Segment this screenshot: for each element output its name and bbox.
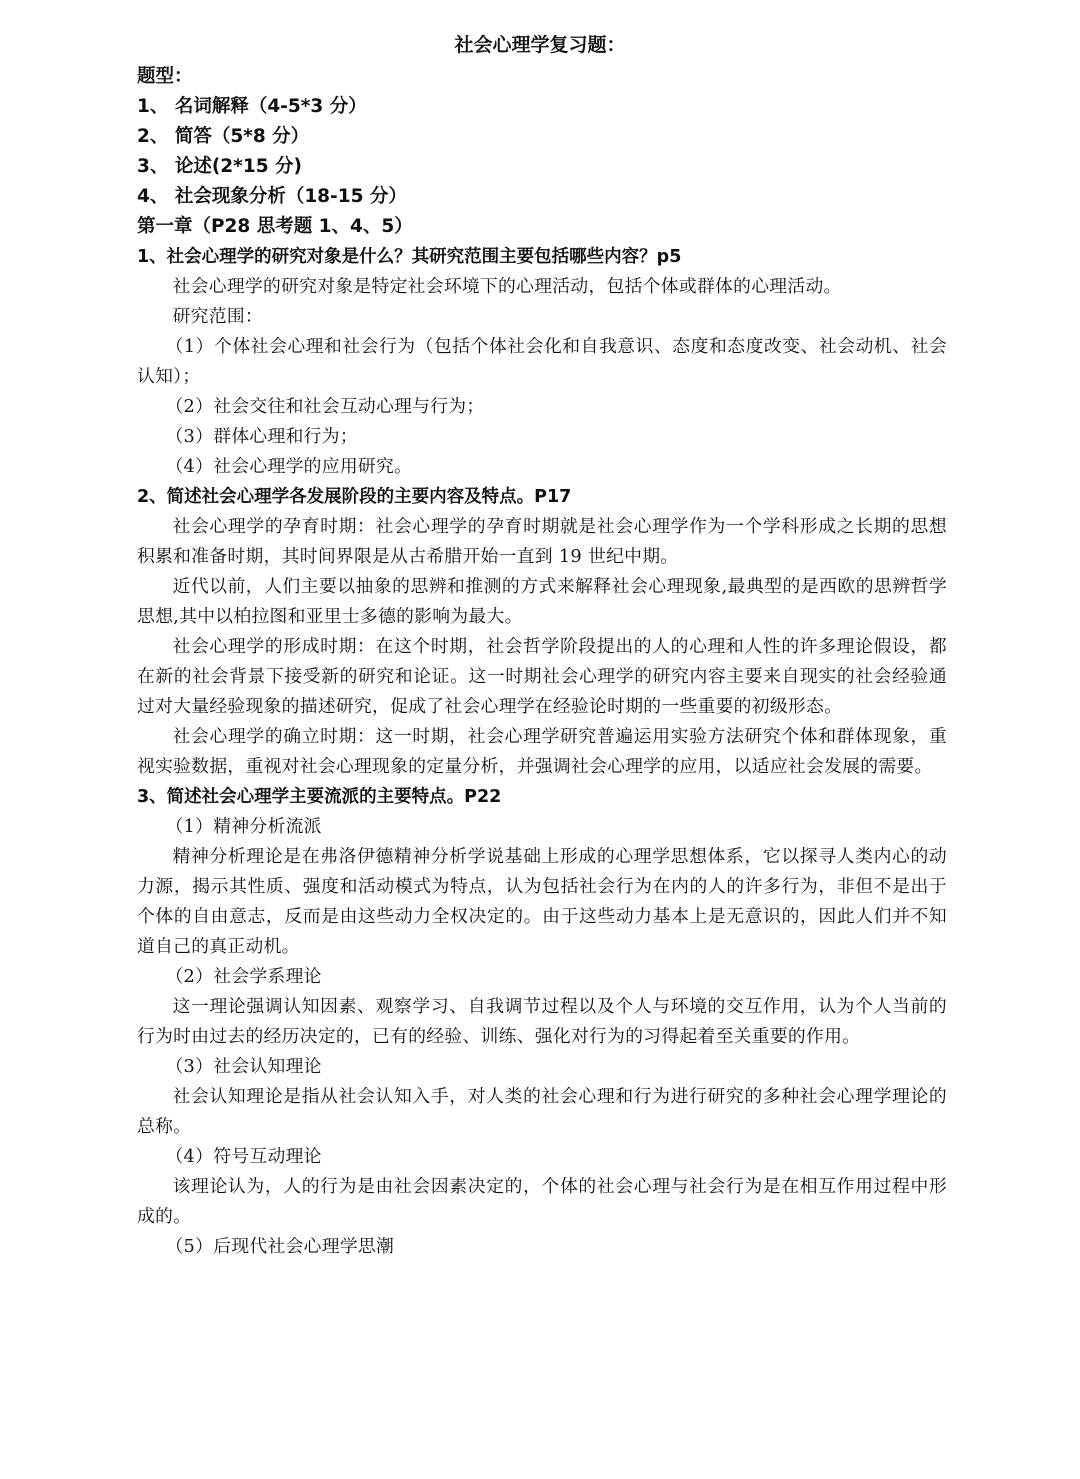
paragraph: 这一理论强调认知因素、观察学习、自我调节过程以及个人与环境的交互作用，认为个人当前的行为时由过去的经历决定的，已有的经验、训练、强化对行为的习得起着至关重要的作用。 — [137, 996, 947, 1047]
sub-heading: （2）社会学系理论 — [165, 966, 322, 987]
list-item: （1）个体社会心理和社会行为（包括个体社会化和自我意识、态度和态度改变、社会动机、社会认知）； — [137, 336, 947, 387]
type-item: 3、 论述(2*15 分) — [137, 156, 302, 177]
sub-heading: （5）后现代社会心理学思潮 — [165, 1236, 395, 1257]
sub-heading: （1）精神分析流派 — [165, 816, 322, 837]
question-2: 2、简述社会心理学各发展阶段的主要内容及特点。P17 — [137, 487, 572, 507]
document-body — [137, 62, 947, 1262]
paragraph: 精神分析理论是在弗洛伊德精神分析学说基础上形成的心理学思想体系，它以探寻人类内心的动力源，揭示其性质、强度和活动模式为特点，认为包括社会行为在内的人的许多行为，非但不是出于个体的自由意志，反而是由这些动力全权决定的。由于这些动力基本上是无意识的，因此人们并不知道自己的真正动机。 — [137, 846, 947, 957]
chapter-heading: 第一章（P28 思考题 1、4、5） — [137, 216, 413, 237]
sub-heading: （4）符号互动理论 — [165, 1146, 322, 1167]
list-item: （3）群体心理和行为； — [165, 426, 358, 447]
sub-heading: （3）社会认知理论 — [165, 1056, 322, 1077]
list-item: （2）社会交往和社会互动心理与行为； — [165, 396, 485, 417]
paragraph: 社会认知理论是指从社会认知入手，对人类的社会心理和行为进行研究的多种社会心理学理论的总称。 — [137, 1086, 947, 1137]
paragraph: 该理论认为，人的行为是由社会因素决定的，个体的社会心理与社会行为是在相互作用过程中形成的。 — [137, 1176, 947, 1227]
types-heading: 题型： — [137, 66, 193, 87]
page-title: 社会心理学复习题： — [454, 34, 626, 56]
type-item: 4、 社会现象分析（18-15 分） — [137, 186, 407, 207]
type-item: 2、 简答（5*8 分） — [137, 126, 310, 147]
type-item: 1、 名词解释（4-5*3 分） — [137, 96, 367, 117]
paragraph: 近代以前，人们主要以抽象的思辨和推测的方式来解释社会心理现象,最典型的是西欧的思辨哲学思想,其中以柏拉图和亚里士多德的影响为最大。 — [137, 576, 947, 627]
question-3: 3、简述社会心理学主要流派的主要特点。P22 — [137, 787, 502, 807]
paragraph: 社会心理学的确立时期：这一时期，社会心理学研究普遍运用实验方法研究个体和群体现象，重视实验数据，重视对社会心理现象的定量分析，并强调社会心理学的应用，以适应社会发展的需要。 — [137, 726, 947, 777]
paragraph: 社会心理学的形成时期：在这个时期，社会哲学阶段提出的人的心理和人性的许多理论假设，都在新的社会背景下接受新的研究和论证。这一时期社会心理学的研究内容主要来自现实的社会经验通过对大量经验现象的描述研究，促成了社会心理学在经验论时期的一些重要的初级形态。 — [137, 636, 947, 717]
paragraph: 社会心理学的孕育时期：社会心理学的孕育时期就是社会心理学作为一个学科形成之长期的思想积累和准备时期，其时间界限是从古希腊开始一直到 19 世纪中期。 — [137, 516, 947, 567]
list-item: （4）社会心理学的应用研究。 — [165, 456, 413, 477]
paragraph: 社会心理学的研究对象是特定社会环境下的心理活动，包括个体或群体的心理活动。 — [172, 276, 842, 297]
question-1: 1、社会心理学的研究对象是什么？其研究范围主要包括哪些内容？p5 — [137, 247, 682, 267]
paragraph: 研究范围： — [172, 306, 264, 327]
